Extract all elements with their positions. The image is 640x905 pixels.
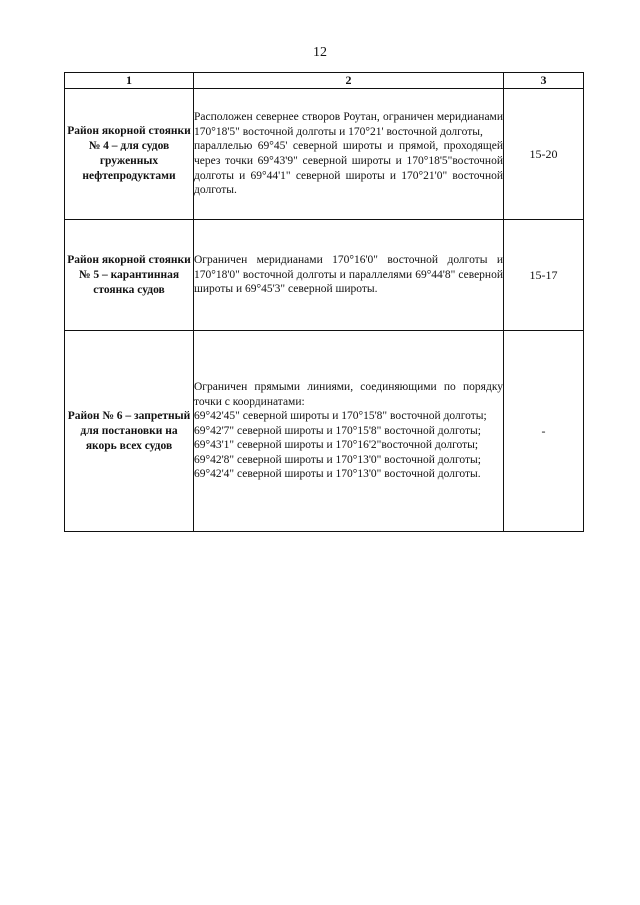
area-description xyxy=(194,89,504,220)
area-name: Район № 6 – запретный для постановки на якорь всех судов xyxy=(65,331,194,532)
description-line: параллелью 69°45' северной широты и прямой, проходящей через точки 69°43'9" северной широты и 170°18'5"восточной долготы и 69°44'1" северной широты и 170°21'0" восточной долготы. xyxy=(194,140,503,197)
description-line: 69°42'4" северной широты и 170°13'0" восточной долготы. xyxy=(194,468,481,481)
table-row xyxy=(65,331,584,532)
column-header: 3 xyxy=(504,73,584,89)
table-row xyxy=(65,89,584,220)
area-description xyxy=(194,331,504,532)
description-line: Расположен севернее створов Роутан, ограничен меридианами 170°18'5" восточной долготы и 170°21' восточной долготы, xyxy=(194,111,503,138)
page-number: 12 xyxy=(313,45,327,60)
area-code: 15-20 xyxy=(504,89,584,220)
area-code: - xyxy=(504,331,584,532)
anchorage-table xyxy=(64,72,584,532)
table-row xyxy=(65,220,584,331)
column-header: 1 xyxy=(65,73,194,89)
area-code: 15-17 xyxy=(504,220,584,331)
area-description xyxy=(194,220,504,331)
description-line: Ограничен прямыми линиями, соединяющими по порядку точки с координатами: xyxy=(194,380,503,408)
description-line: 69°42'7" северной широты и 170°15'8" восточной долготы; xyxy=(194,424,481,437)
description-line: 69°43'1" северной широты и 170°16'2"восточной долготы; xyxy=(194,439,479,452)
area-name: Район якорной стоянки № 5 – карантинная стоянка судов xyxy=(65,220,194,331)
column-header: 2 xyxy=(194,73,504,89)
table-header-row xyxy=(65,73,584,89)
area-name: Район якорной стоянки № 4 – для судов груженных нефтепродуктами xyxy=(65,89,194,220)
description-line: 69°42'8" северной широты и 170°13'0" восточной долготы; xyxy=(194,453,481,466)
description-line: 69°42'45" северной широты и 170°15'8" восточной долготы; xyxy=(194,410,487,423)
description-line: Ограничен меридианами 170°16'0" восточной долготы и 170°18'0" восточной долготы и параллелями 69°44'8" северной широты и 69°45'3" северной широты. xyxy=(194,254,503,296)
